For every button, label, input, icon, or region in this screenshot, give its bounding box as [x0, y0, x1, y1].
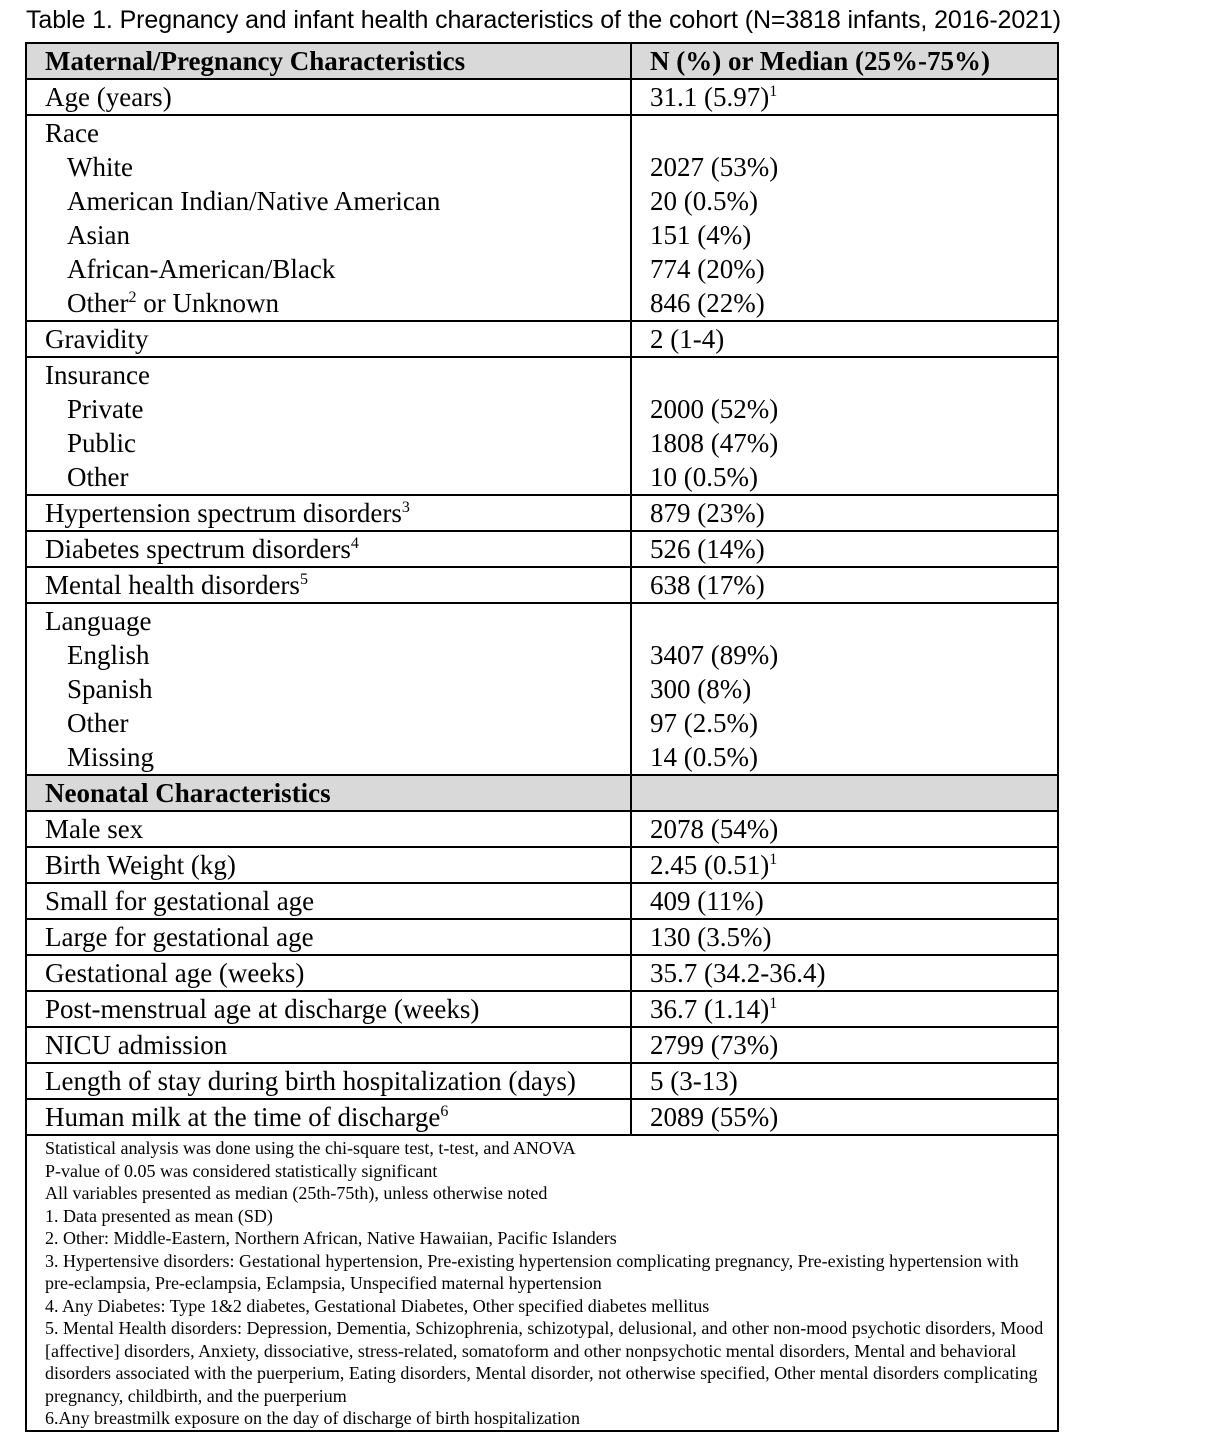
table-row-language [26, 603, 1058, 775]
sub-value: 20 (0.5%) [650, 186, 758, 216]
sub-label: Other$^2$ or Unknown [67, 288, 279, 318]
table-header-row [26, 43, 1058, 79]
sub-value: 3407 (89%) [650, 640, 779, 670]
table-row-hypertension [26, 495, 1058, 531]
table-row-male-sex [26, 811, 1058, 847]
table-row-birth-weight [26, 847, 1058, 883]
sub-value: 1808 (47%) [650, 428, 779, 458]
row-label-group [26, 115, 631, 321]
sub-label: Spanish [67, 674, 153, 704]
footnote: 3. Hypertensive disorders: Gestational hypertension, Pre-existing hypertension complicating pregnancy, Pre-existing hypertension with pre-eclampsia, Pre-eclampsia, Eclampsia, Unspecified maternal hypertension [45, 1250, 1019, 1293]
row-label: Hypertension spectrum disorders$^3$ [26, 495, 631, 531]
table-row-gravidity [26, 321, 1058, 357]
header-col-values: N (%) or Median (25%-75%) [631, 43, 1058, 79]
sub-value: 151 (4%) [650, 220, 752, 250]
row-label: Mental health disorders$^5$ [26, 567, 631, 603]
sub-label: Missing [67, 742, 155, 772]
table-row-insurance [26, 357, 1058, 495]
sub-value: 2000 (52%) [650, 394, 779, 424]
row-label: Gestational age (weeks) [26, 955, 631, 991]
row-value: 2078 (54%) [631, 811, 1058, 847]
table-row-lga [26, 919, 1058, 955]
table-row-pma [26, 991, 1058, 1027]
row-label: Length of stay during birth hospitalization (days) [26, 1063, 631, 1099]
group-label: Language [45, 606, 152, 636]
table-row-sga [26, 883, 1058, 919]
footnote: P-value of 0.05 was considered statistically significant [45, 1160, 438, 1181]
group-label: Insurance [45, 360, 150, 390]
sub-value: 774 (20%) [650, 254, 765, 284]
table-row-gestational-age [26, 955, 1058, 991]
sub-value: 10 (0.5%) [650, 462, 758, 492]
section-title: Neonatal Characteristics [26, 775, 631, 811]
sub-label: English [67, 640, 150, 670]
sub-label: African-American/Black [67, 254, 336, 284]
group-label: Race [45, 118, 99, 148]
row-value-group [631, 115, 1058, 321]
sub-label: Public [67, 428, 137, 458]
characteristics-table [25, 42, 1059, 1432]
row-label: Post-menstrual age at discharge (weeks) [26, 991, 631, 1027]
row-label: Male sex [26, 811, 631, 847]
sub-label: Other [67, 708, 129, 738]
footnote: 5. Mental Health disorders: Depression, Dementia, Schizophrenia, schizotypal, delusional, and other non-mood psychotic disorders, Mood [affective] disorders, Anxiety, dissociative, stress-related, somatoform and other nonpsychotic mental disorders, Mental and behavioral disorders associated with the puerperium, Eating disorders, Mental disorder, not otherwise specified, Other mental disorders complicating pregnancy, childbirth, and the puerperium [45, 1318, 1044, 1406]
row-label-group [26, 357, 631, 495]
row-label: Human milk at the time of discharge$^6$ [26, 1099, 631, 1135]
sub-label: White [67, 152, 133, 182]
table-row-length-of-stay [26, 1063, 1058, 1099]
row-value: 2799 (73%) [631, 1027, 1058, 1063]
row-label: Large for gestational age [26, 919, 631, 955]
row-value-group [631, 357, 1058, 495]
footnote: Statistical analysis was done using the chi-square test, t-test, and ANOVA [45, 1138, 576, 1158]
footnote: 4. Any Diabetes: Type 1&2 diabetes, Gestational Diabetes, Other specified diabetes mellitus [45, 1295, 710, 1316]
sub-value: 97 (2.5%) [650, 708, 758, 738]
row-value: 2 (1-4) [631, 321, 1058, 357]
row-label: Small for gestational age [26, 883, 631, 919]
row-label: Age (years) [26, 79, 631, 115]
table-footnotes [26, 1135, 1058, 1431]
sub-value: 846 (22%) [650, 288, 765, 318]
section-header-neonatal [26, 775, 1058, 811]
table-row-mental-health [26, 567, 1058, 603]
sub-label: Private [67, 394, 144, 424]
row-label: Birth Weight (kg) [26, 847, 631, 883]
row-value: 879 (23%) [631, 495, 1058, 531]
footnote: All variables presented as median (25th-75th), unless otherwise noted [45, 1183, 548, 1203]
row-value: 2089 (55%) [631, 1099, 1058, 1135]
footnote: 2. Other: Middle-Eastern, Northern African, Native Hawaiian, Pacific Islanders [45, 1228, 617, 1248]
row-value: 130 (3.5%) [631, 919, 1058, 955]
sub-value: 14 (0.5%) [650, 742, 758, 772]
sub-label: Other [67, 462, 129, 492]
table-row-age [26, 79, 1058, 115]
sub-label: American Indian/Native American [67, 186, 441, 216]
row-value: 35.7 (34.2-36.4) [631, 955, 1058, 991]
table-row-nicu [26, 1027, 1058, 1063]
row-value: 31.1 $(5.97)^1$ [631, 79, 1058, 115]
sub-label: Asian [67, 220, 130, 250]
footnote: 6.Any breastmilk exposure on the day of discharge of birth hospitalization [45, 1408, 581, 1428]
table-row-human-milk [26, 1099, 1058, 1135]
table-row-race [26, 115, 1058, 321]
table-row-diabetes [26, 531, 1058, 567]
footnote: 1. Data presented as mean (SD) [45, 1205, 273, 1226]
row-value: 5 (3-13) [631, 1063, 1058, 1099]
row-value: 36.7 $(1.14)^1$ [631, 991, 1058, 1027]
row-label-group [26, 603, 631, 775]
table-notes-row [26, 1135, 1058, 1431]
sub-value: 2027 (53%) [650, 152, 779, 182]
sub-value: 300 (8%) [650, 674, 752, 704]
row-label: NICU admission [26, 1027, 631, 1063]
table-title: Table 1. Pregnancy and infant health characteristics of the cohort (N=3818 infants, 2016-2021) [26, 6, 1061, 34]
row-label: Diabetes spectrum disorders$^4$ [26, 531, 631, 567]
row-label: Gravidity [26, 321, 631, 357]
row-value: 2.45 $(0.51)^1$ [631, 847, 1058, 883]
row-value: 409 (11%) [631, 883, 1058, 919]
row-value: 526 (14%) [631, 531, 1058, 567]
row-value: 638 (17%) [631, 567, 1058, 603]
row-value-group [631, 603, 1058, 775]
header-col-characteristics: Maternal/Pregnancy Characteristics [26, 43, 631, 79]
